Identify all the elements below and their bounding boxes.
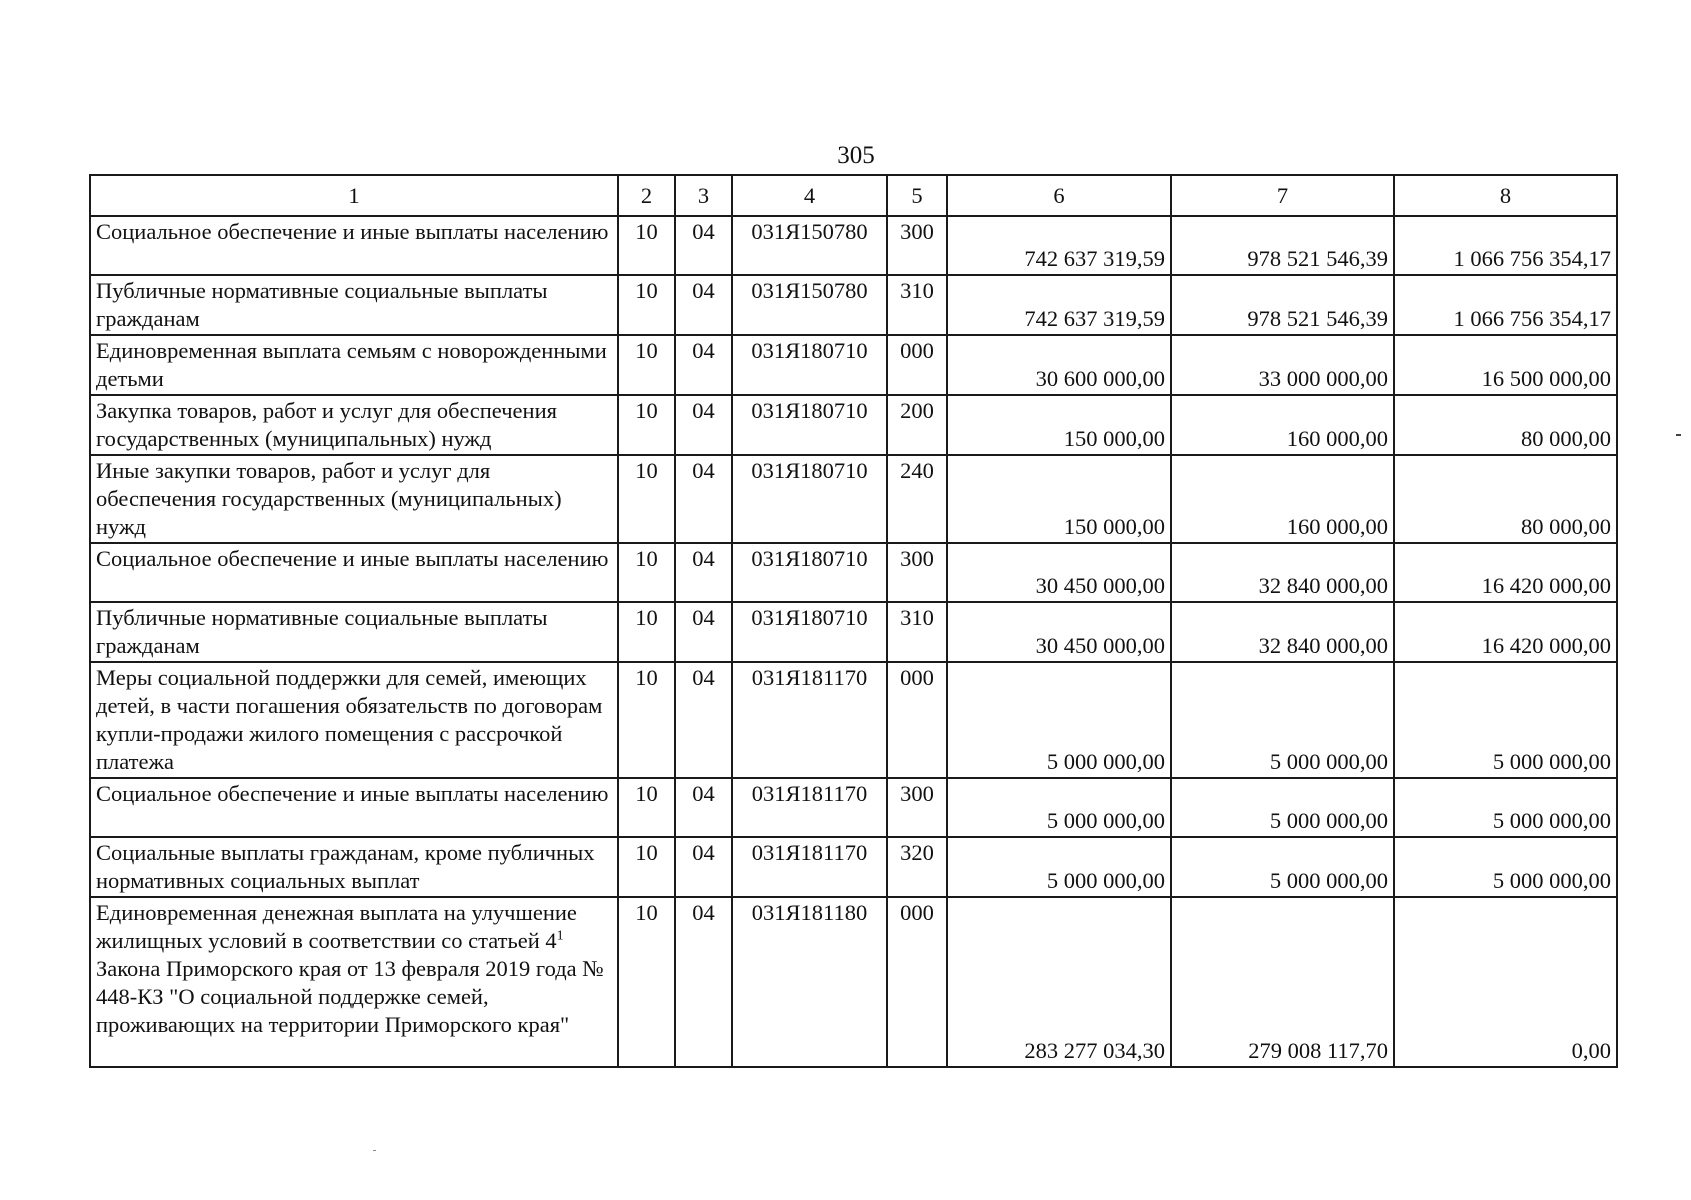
amount-col8: 80 000,00 xyxy=(1394,395,1617,455)
row-name-part: Закона Приморского края от 13 февраля 2019 года № 448-КЗ "О социальной поддержке семей, проживающих на территории Приморского края" xyxy=(96,956,604,1037)
subsection-code: 04 xyxy=(675,897,732,1067)
column-header: 7 xyxy=(1171,175,1394,216)
amount-col6: 30 450 000,00 xyxy=(947,543,1171,602)
table-row xyxy=(90,335,1617,395)
amount-col7: 32 840 000,00 xyxy=(1171,543,1394,602)
target-code: 031Я181180 xyxy=(732,897,887,1067)
column-header: 5 xyxy=(887,175,947,216)
table-row xyxy=(90,216,1617,275)
amount-col8: 16 420 000,00 xyxy=(1394,602,1617,662)
expense-type-code: 300 xyxy=(887,778,947,837)
amount-col7: 978 521 546,39 xyxy=(1171,216,1394,275)
scan-artifact xyxy=(373,1150,376,1151)
amount-col8: 16 500 000,00 xyxy=(1394,335,1617,395)
row-name: Закупка товаров, работ и услуг для обеспечения государственных (муниципальных) нужд xyxy=(90,395,618,455)
page-number: 305 xyxy=(837,142,875,169)
table-row xyxy=(90,837,1617,897)
subsection-code: 04 xyxy=(675,455,732,543)
subsection-code: 04 xyxy=(675,543,732,602)
row-name xyxy=(90,897,618,1067)
amount-col7: 5 000 000,00 xyxy=(1171,837,1394,897)
amount-col7: 32 840 000,00 xyxy=(1171,602,1394,662)
column-header: 2 xyxy=(618,175,675,216)
subsection-code: 04 xyxy=(675,335,732,395)
subsection-code: 04 xyxy=(675,662,732,778)
amount-col7: 5 000 000,00 xyxy=(1171,778,1394,837)
target-code: 031Я150780 xyxy=(732,275,887,335)
table-row xyxy=(90,897,1617,1067)
row-name: Социальные выплаты гражданам, кроме публичных нормативных социальных выплат xyxy=(90,837,618,897)
amount-col6: 5 000 000,00 xyxy=(947,837,1171,897)
expense-type-code: 000 xyxy=(887,662,947,778)
header-row xyxy=(90,175,1617,216)
target-code: 031Я181170 xyxy=(732,778,887,837)
amount-col7: 978 521 546,39 xyxy=(1171,275,1394,335)
section-code: 10 xyxy=(618,837,675,897)
subsection-code: 04 xyxy=(675,602,732,662)
subsection-code: 04 xyxy=(675,275,732,335)
amount-col6: 30 450 000,00 xyxy=(947,602,1171,662)
amount-col6: 150 000,00 xyxy=(947,395,1171,455)
expense-type-code: 200 xyxy=(887,395,947,455)
target-code: 031Я180710 xyxy=(732,455,887,543)
table-row xyxy=(90,275,1617,335)
column-header: 8 xyxy=(1394,175,1617,216)
section-code: 10 xyxy=(618,897,675,1067)
amount-col6: 150 000,00 xyxy=(947,455,1171,543)
target-code: 031Я180710 xyxy=(732,543,887,602)
amount-col8: 0,00 xyxy=(1394,897,1617,1067)
expense-type-code: 310 xyxy=(887,602,947,662)
section-code: 10 xyxy=(618,543,675,602)
target-code: 031Я150780 xyxy=(732,216,887,275)
expense-type-code: 320 xyxy=(887,837,947,897)
expense-type-code: 300 xyxy=(887,543,947,602)
row-name: Меры социальной поддержки для семей, имеющих детей, в части погашения обязательств по договорам купли-продажи жилого помещения с рассрочкой платежа xyxy=(90,662,618,778)
table-row xyxy=(90,543,1617,602)
section-code: 10 xyxy=(618,602,675,662)
row-name: Социальное обеспечение и иные выплаты населению xyxy=(90,778,618,837)
amount-col7: 33 000 000,00 xyxy=(1171,335,1394,395)
amount-col7: 5 000 000,00 xyxy=(1171,662,1394,778)
row-name: Единовременная выплата семьям с новорожденными детьми xyxy=(90,335,618,395)
table-row xyxy=(90,395,1617,455)
superscript-marker: 1 xyxy=(556,928,564,944)
amount-col7: 160 000,00 xyxy=(1171,395,1394,455)
column-header: 6 xyxy=(947,175,1171,216)
subsection-code: 04 xyxy=(675,395,732,455)
target-code: 031Я180710 xyxy=(732,602,887,662)
amount-col6: 30 600 000,00 xyxy=(947,335,1171,395)
section-code: 10 xyxy=(618,778,675,837)
amount-col6: 5 000 000,00 xyxy=(947,778,1171,837)
expense-type-code: 310 xyxy=(887,275,947,335)
amount-col7: 279 008 117,70 xyxy=(1171,897,1394,1067)
amount-col8: 1 066 756 354,17 xyxy=(1394,275,1617,335)
row-name: Социальное обеспечение и иные выплаты населению xyxy=(90,543,618,602)
budget-table xyxy=(89,174,1618,1068)
target-code: 031Я180710 xyxy=(732,335,887,395)
section-code: 10 xyxy=(618,455,675,543)
table-row xyxy=(90,778,1617,837)
column-header: 4 xyxy=(732,175,887,216)
target-code: 031Я180710 xyxy=(732,395,887,455)
section-code: 10 xyxy=(618,335,675,395)
amount-col8: 5 000 000,00 xyxy=(1394,662,1617,778)
row-name: Иные закупки товаров, работ и услуг для обеспечения государственных (муниципальных) нужд xyxy=(90,455,618,543)
expense-type-code: 000 xyxy=(887,335,947,395)
amount-col8: 5 000 000,00 xyxy=(1394,778,1617,837)
expense-type-code: 300 xyxy=(887,216,947,275)
subsection-code: 04 xyxy=(675,778,732,837)
amount-col6: 283 277 034,30 xyxy=(947,897,1171,1067)
row-name: Публичные нормативные социальные выплаты гражданам xyxy=(90,275,618,335)
section-code: 10 xyxy=(618,662,675,778)
section-code: 10 xyxy=(618,395,675,455)
amount-col8: 5 000 000,00 xyxy=(1394,837,1617,897)
amount-col8: 16 420 000,00 xyxy=(1394,543,1617,602)
table-row xyxy=(90,455,1617,543)
amount-col7: 160 000,00 xyxy=(1171,455,1394,543)
table-row xyxy=(90,602,1617,662)
row-name-part: Единовременная денежная выплата на улучшение жилищных условий в соответствии со статьей 4 xyxy=(96,900,577,953)
amount-col8: 1 066 756 354,17 xyxy=(1394,216,1617,275)
amount-col8: 80 000,00 xyxy=(1394,455,1617,543)
target-code: 031Я181170 xyxy=(732,662,887,778)
expense-type-code: 000 xyxy=(887,897,947,1067)
row-name: Публичные нормативные социальные выплаты гражданам xyxy=(90,602,618,662)
amount-col6: 742 637 319,59 xyxy=(947,275,1171,335)
amount-col6: 742 637 319,59 xyxy=(947,216,1171,275)
column-header: 1 xyxy=(90,175,618,216)
section-code: 10 xyxy=(618,275,675,335)
table-row xyxy=(90,662,1617,778)
column-header: 3 xyxy=(675,175,732,216)
subsection-code: 04 xyxy=(675,837,732,897)
row-name: Социальное обеспечение и иные выплаты населению xyxy=(90,216,618,275)
subsection-code: 04 xyxy=(675,216,732,275)
section-code: 10 xyxy=(618,216,675,275)
expense-type-code: 240 xyxy=(887,455,947,543)
scan-artifact xyxy=(1676,434,1681,436)
amount-col6: 5 000 000,00 xyxy=(947,662,1171,778)
target-code: 031Я181170 xyxy=(732,837,887,897)
